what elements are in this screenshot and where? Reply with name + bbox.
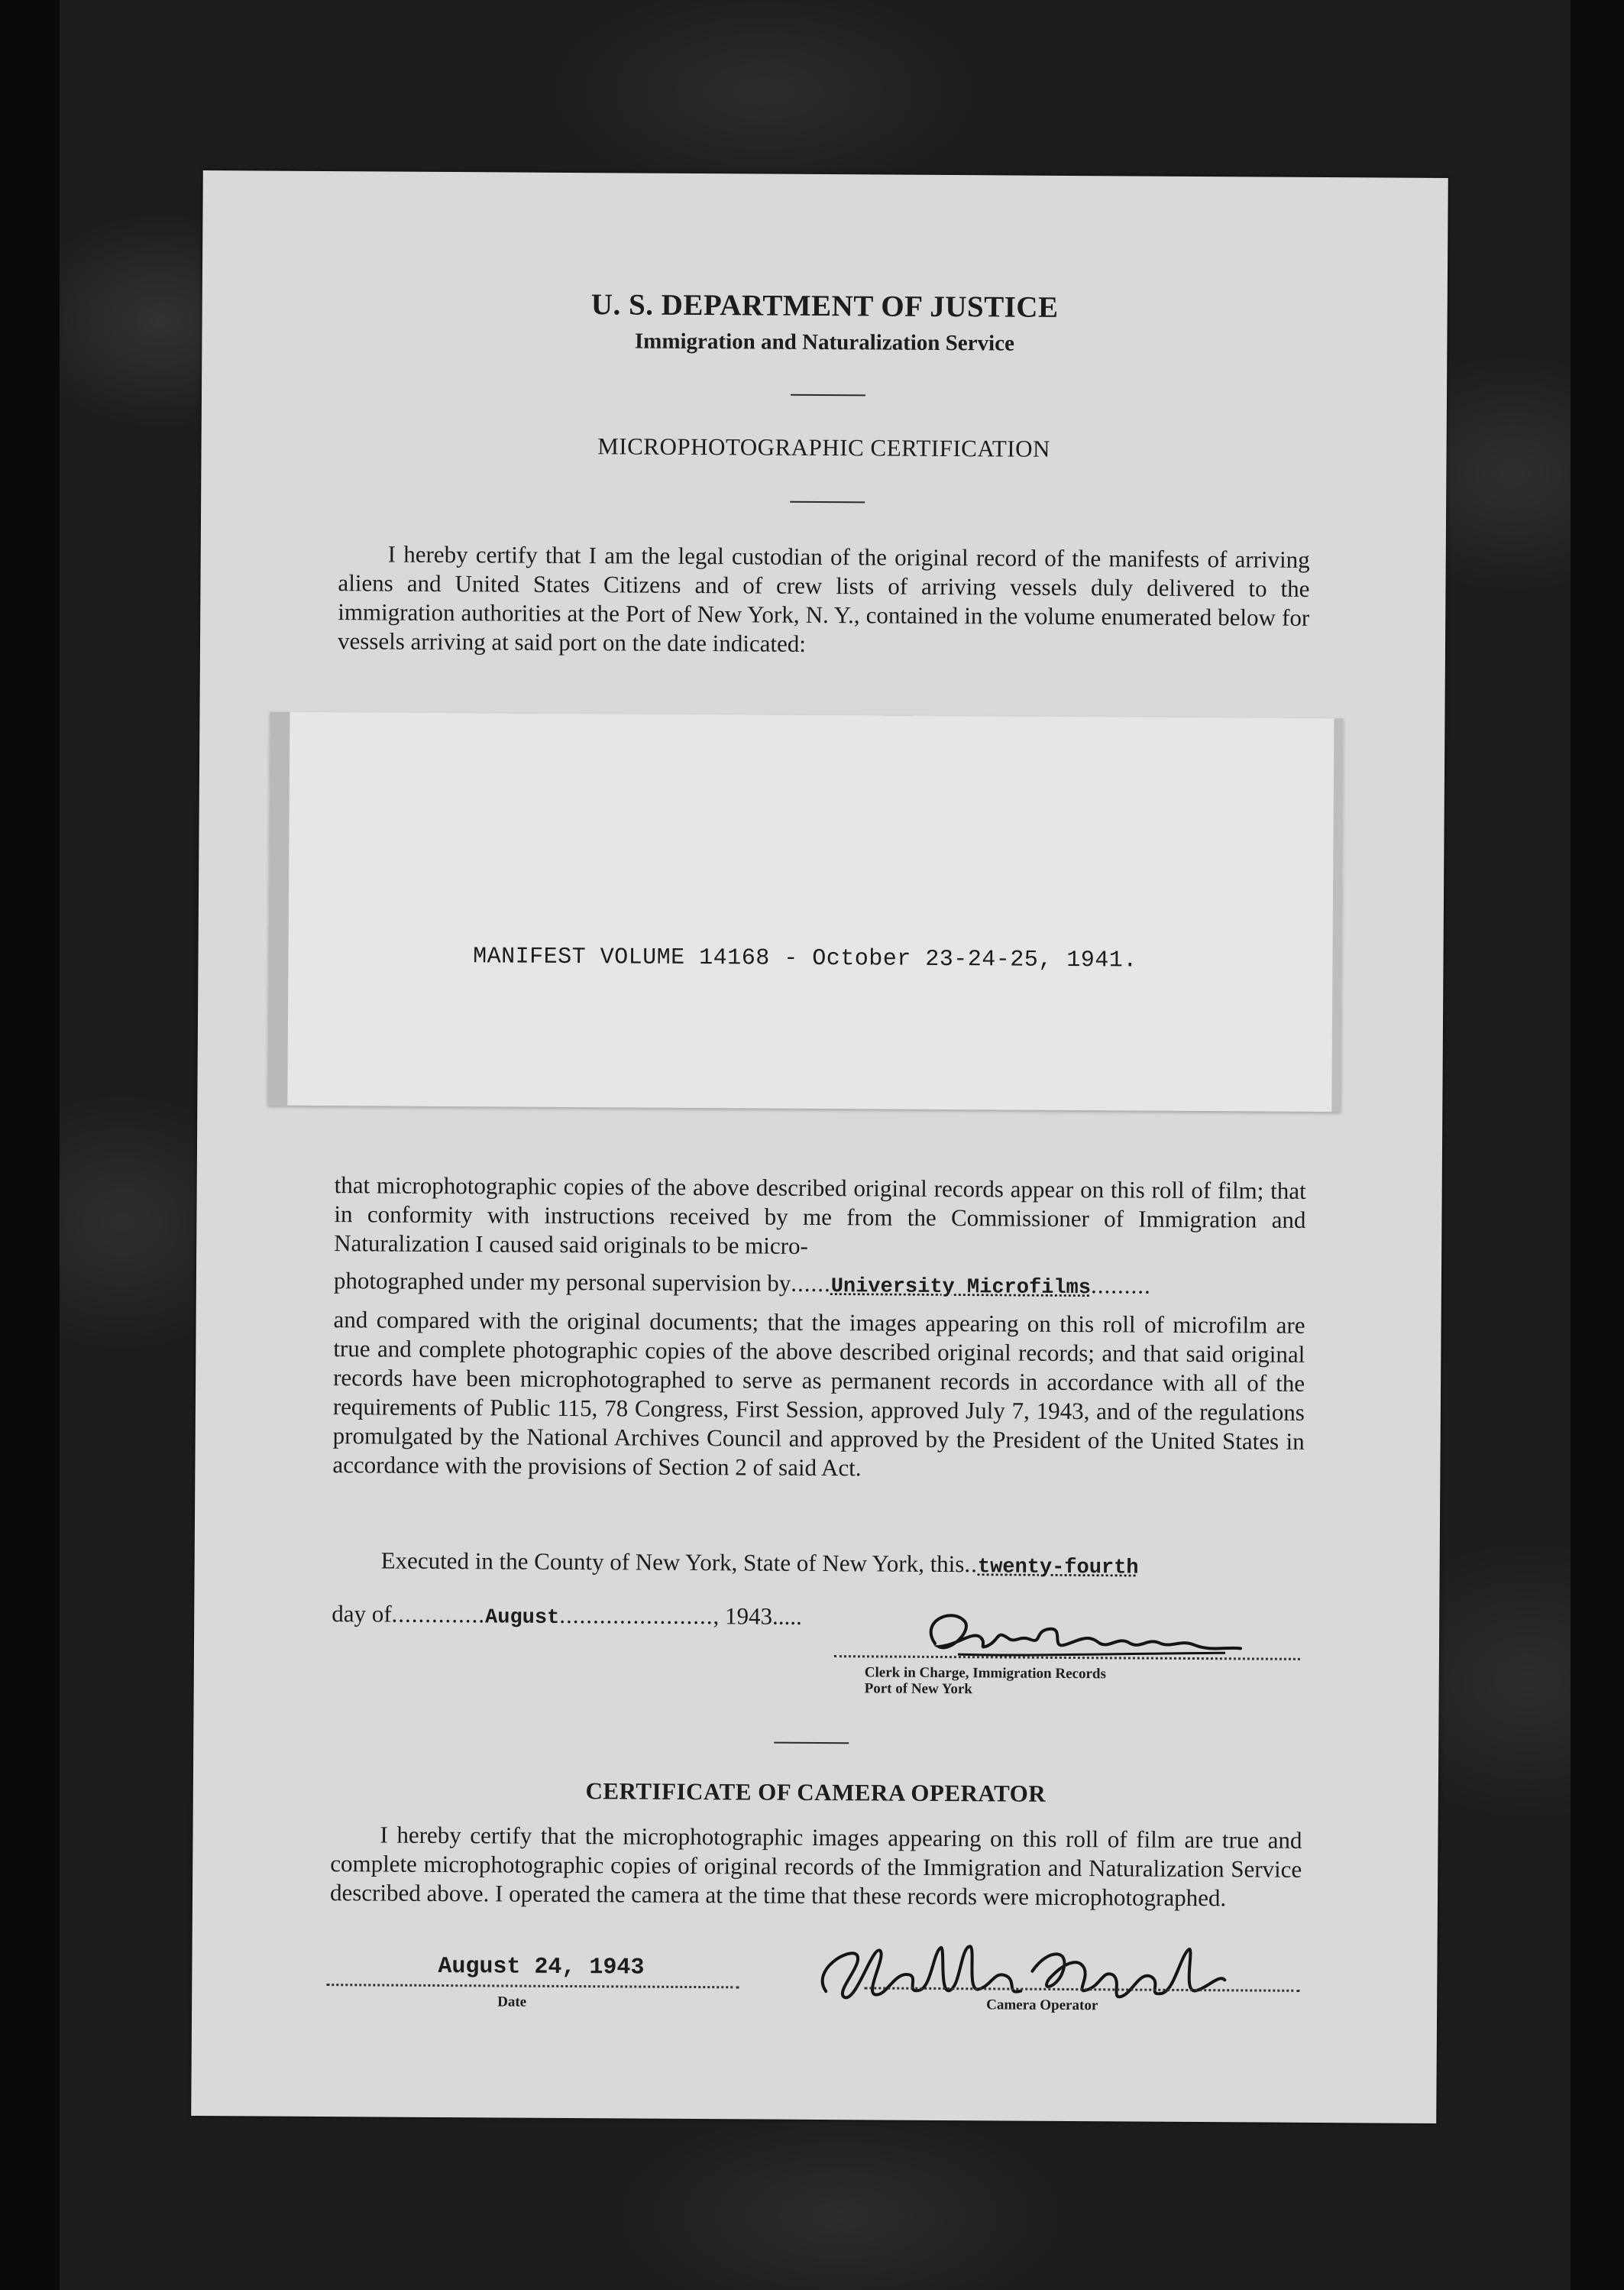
divider-second: [790, 501, 865, 504]
service-subtitle: Immigration and Naturalization Service: [634, 329, 1015, 356]
clerk-title: [865, 1664, 1106, 1698]
day-value: twenty-fourth: [977, 1556, 1139, 1580]
copies-statement: that microphotographic copies of the above described original records appear on this roll of film; that in conformity with instructions received by me from the Commissioner of Immigration and Naturalization I caused said originals to be micro-: [334, 1171, 1306, 1259]
department-title: U. S. DEPARTMENT OF JUSTICE: [590, 288, 1059, 324]
clerk-title-line1: Clerk in Charge, Immigration Records: [864, 1664, 1106, 1683]
compliance-statement: and compared with the original documents; that the images appearing on this roll of microfilm are true and complete photographic copies of the above described original records; and that said original records have been microphotographed to serve as permanent records in accordance with all of the requirements of Public 115, 78 Congress, First Session, approved July 7, 1943, and of the regulations promulgated by the National Archives Council and approved by the President of the United States in accordance with the provisions of Section 2 of said Act.: [332, 1306, 1305, 1482]
camera-date-label: Date: [497, 1994, 527, 2010]
divider-camera: [774, 1742, 849, 1744]
month-value: August: [484, 1606, 560, 1630]
camera-certificate-heading: CERTIFICATE OF CAMERA OPERATOR: [585, 1777, 1047, 1807]
day-label: day of: [332, 1600, 392, 1628]
custodian-statement: I hereby certify that I am the legal custodian of the original record of the manifests of arriving aliens and United States Citizens and of crew lists of arriving vessels duly delivered to the immigration authorities at the Port of New York, N. Y., contained in the volume enumerated below for vessels arriving at said port on the date indicated:: [337, 540, 1310, 657]
camera-operator-statement: I hereby certify that the microphotographic images appearing on this roll of film are true and complete microphotographic copies of original records of the Immigration and Naturalization Service described above. I operated the camera at the time that these records were microphotographed.: [329, 1821, 1302, 1912]
manifest-slip: [267, 712, 1343, 1113]
divider-top: [791, 394, 865, 397]
month-leader: ..............: [391, 1600, 486, 1628]
film-edge-right: [1571, 0, 1624, 2290]
supervision-prefix: photographed under my personal supervision by: [333, 1267, 791, 1297]
camera-operator-label: Camera Operator: [986, 1997, 1098, 2014]
month-trailer: .......................: [559, 1601, 713, 1630]
film-edge-left: [0, 0, 60, 2290]
supervision-line: [334, 1267, 1151, 1300]
month-line: [332, 1600, 802, 1631]
certification-heading: MICROPHOTOGRAPHIC CERTIFICATION: [597, 432, 1051, 462]
camera-date-line: [326, 1984, 739, 1988]
supervised-by-value: University Microfilms: [830, 1275, 1092, 1300]
clerk-title-line2: Port of New York: [864, 1680, 972, 1698]
year-value: , 1943.....: [713, 1602, 802, 1630]
supervision-leader: ......: [791, 1269, 831, 1297]
manifest-volume: MANIFEST VOLUME 14168 - October 23-24-25, 1941.: [473, 944, 1137, 974]
certificate-document: [191, 170, 1448, 2123]
supervision-trailer: .........: [1090, 1271, 1151, 1299]
executed-line: [381, 1547, 1139, 1580]
executed-leader: ..: [964, 1550, 979, 1578]
camera-date-value: August 24, 1943: [438, 1953, 645, 1981]
executed-prefix: Executed in the County of New York, State of New York, this: [380, 1547, 965, 1578]
